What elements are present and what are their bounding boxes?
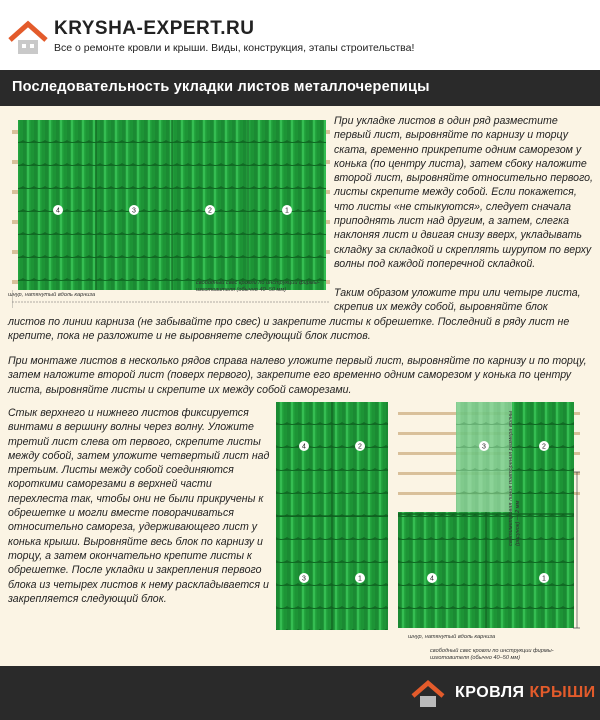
svg-text:2: 2 [542, 443, 546, 451]
caption-cord: шнур, натянутый вдоль карниза [8, 292, 96, 298]
paragraph-multi-row: При монтаже листов в несколько рядов справа налево уложите первый лист, выровняйте по карнизу и по торцу, затем наложите второй лист (поверх первого), закрепите его временно одним саморезом у конька по центру листа, выровняйте листы и скрепите их между собой саморезами. [8, 355, 587, 396]
sheet-number-3 [129, 205, 139, 215]
svg-text:4: 4 [56, 207, 60, 215]
sheet-number-1 [539, 573, 549, 583]
svg-text:1: 1 [358, 575, 362, 583]
page-title: Последовательность укладки листов металлочерепицы [12, 79, 430, 95]
house-roof-icon [8, 20, 48, 56]
svg-text:3: 3 [482, 443, 486, 451]
footer-brand-b: КРЫШИ [529, 684, 596, 701]
site-footer [0, 666, 600, 720]
diagram-two-rows [276, 402, 388, 630]
site-tagline: Все о ремонте кровли и крыши. Виды, конструкция, этапы строительства! [54, 42, 415, 54]
svg-text:3: 3 [132, 207, 136, 215]
svg-text:1: 1 [542, 575, 546, 583]
house-roof-icon [410, 680, 446, 708]
sheet-number-2 [205, 205, 215, 215]
sheet-number-4 [299, 441, 309, 451]
paragraph-joints: Стык верхнего и нижнего листов фиксируется винтами в вершину волны через волну. Уложите третий лист слева от первого, скрепите листы между собой, затем уложите четвертый лист над третьим. Листы между собой соединяются короткими саморезами в верхней части перехлеста так, чтобы они не были прикручены к обрешетке и могли вместе поворачиваться относительно самореза, удерживающего лист у конька крыши. Выровняйте весь блок по карнизу и торцу, а затем окончательно крепите листы к обрешетке. После укладки и закрепления первого блока из четырех листов к нему раскладывается и закрепляется следующий блок. [8, 407, 270, 605]
sheet-number-4 [427, 573, 437, 583]
sheet-number-1 [282, 205, 292, 215]
svg-text:1: 1 [285, 207, 289, 215]
paragraph-single-row-b: Таким образом уложите три или четыре листа, скрепив их между собой, выровняйте блок [334, 287, 581, 314]
paragraph-single-row-c: листов по линии карниза (не забывайте про свес) и закрепите листы к обрешетке. Последний в ряду лист не крепите, пока не разложите и не выровняете следующий блок листов. [8, 316, 570, 343]
svg-text:4: 4 [302, 443, 306, 451]
footer-brand[interactable] [455, 684, 596, 702]
content-panel [0, 106, 600, 666]
caption-cord-2: шнур, натянутый вдоль карниза [408, 634, 496, 640]
diagram-block-assembly [398, 402, 580, 634]
sheet-number-2 [355, 441, 365, 451]
sheet-number-2 [539, 441, 549, 451]
site-name[interactable]: KRYSHA-EXPERT.RU [54, 18, 255, 39]
caption-overhang-2: свободный свес кровли по инструкции фирмы-изготовителя (обычно 40–50 мм) [430, 648, 554, 661]
footer-brand-a: КРОВЛЯ [455, 684, 530, 701]
sheet-number-4 [53, 205, 63, 215]
site-header [0, 0, 600, 64]
caption-overhang: свободный свес кровли по инструкции фирмы-изготовителя (обычно 40–50 мм) [196, 280, 320, 293]
svg-text:2: 2 [358, 443, 362, 451]
svg-text:3: 3 [302, 575, 306, 583]
svg-text:2: 2 [208, 207, 212, 215]
sheet-number-3 [479, 441, 489, 451]
sheet-3-translucent [456, 402, 512, 512]
svg-text:4: 4 [430, 575, 434, 583]
page-title-bar [0, 70, 600, 106]
sheet-number-3 [299, 573, 309, 583]
caption-side: сантиметровая линия повторения размера волны (рисунок) — 2 мм [508, 410, 521, 546]
sheet-number-1 [355, 573, 365, 583]
paragraph-single-row: При укладке листов в один ряд разместите первый лист, выровняйте по карнизу и торцу ската, временно прикрепите одним саморезом у конька (по центру листа), затем сбоку наложите второй лист, выровняйте относительно первого, листы скрепите между собой. Если покажется, что листы «не стыкуются», следует сначала приподнять лист над другим, а затем, слегка наклоняя лист и двигая снизу вверх, укладывать складку за складкой и скреплять шурупом по верху волны под каждой поперечной складкой. [334, 115, 594, 270]
